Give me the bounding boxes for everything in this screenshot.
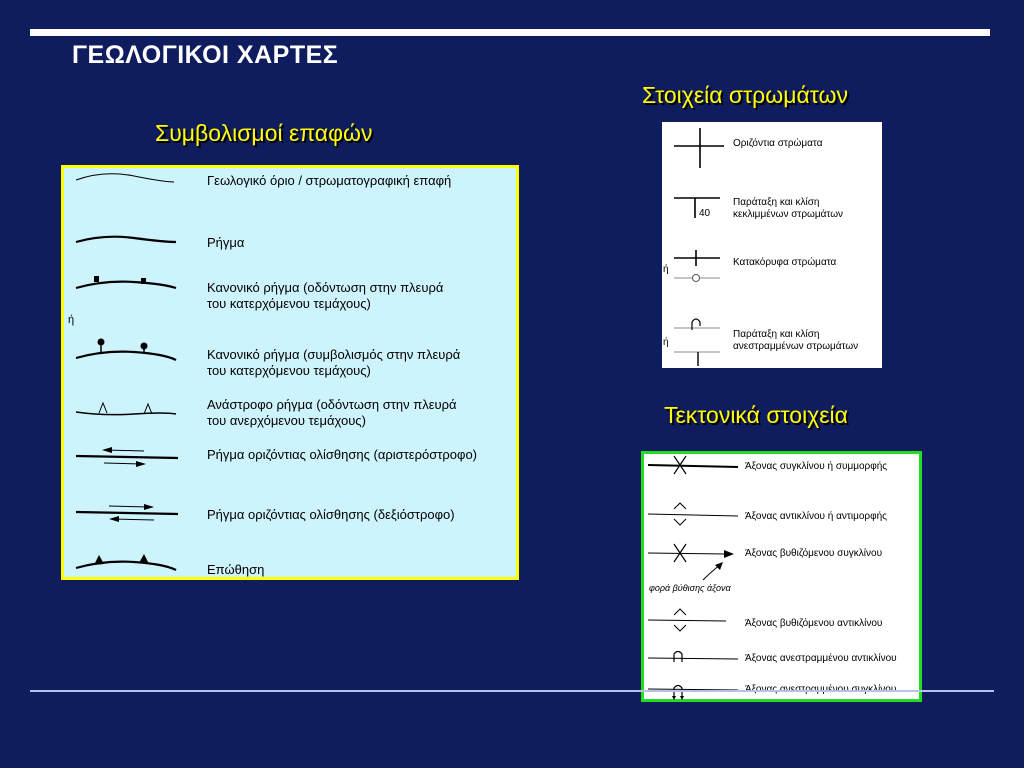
horizontal-strata-icon[interactable] — [670, 126, 730, 170]
contacts-label-3: Κανονικό ρήγμα (οδόντωση στην πλευρά του κατερχόμενου τεμάχους) — [207, 280, 444, 311]
sinistral-strike-slip-icon[interactable] — [74, 444, 179, 468]
reverse-fault-icon[interactable] — [74, 396, 179, 420]
page-title: ΓΕΩΛΟΓΙΚΟΙ ΧΑΡΤΕΣ — [72, 41, 339, 69]
overturned-strata-icon[interactable] — [670, 314, 730, 368]
contacts-heading: Συμβολισμοί επαφών — [155, 120, 373, 146]
top-divider — [30, 29, 990, 36]
contacts-label-7: Ρήγμα οριζόντιας ολίσθησης (δεξιόστροφο) — [207, 507, 455, 522]
contacts-label-5: Ανάστροφο ρήγμα (οδόντωση στην πλευρά του ανερχόμενου τεμάχους) — [207, 397, 457, 428]
tectonic-label-2: Άξονας αντικλίνου ή αντιμορφής — [745, 511, 887, 522]
strata-heading: Στοιχεία στρωμάτων — [642, 82, 848, 108]
tectonic-label-3: Άξονας βυθιζόμενου συγκλίνου — [745, 548, 883, 559]
strata-legend-panel — [662, 122, 882, 368]
contacts-label-2: Ρήγμα — [207, 235, 245, 250]
strata-label-3: Κατακόρυφα στρώματα — [733, 257, 837, 268]
strata-label-2: Παράταξη και κλίση κεκλιμμένων στρωμάτων — [733, 197, 844, 220]
tectonic-heading: Τεκτονικά στοιχεία — [664, 402, 848, 428]
strata-label-4: Παράταξη και κλίση ανεστραμμένων στρωμάτων — [733, 329, 859, 352]
strata-or-mark-2: ή — [663, 337, 669, 348]
plunge-direction-note: φορά βύθισης άξονα — [649, 583, 731, 593]
contacts-label-8: Επώθηση — [207, 562, 265, 577]
contacts-label-4: Κανονικό ρήγμα (συμβολισμός στην πλευρά του κατερχόμενου τεμάχους) — [207, 347, 461, 378]
strata-label-1: Οριζόντια στρώματα — [733, 138, 823, 149]
thrust-icon[interactable] — [74, 550, 179, 576]
contacts-label-1: Γεωλογικό όριο / στρωματογραφική επαφή — [207, 173, 452, 188]
anticline-axis-icon[interactable] — [646, 502, 741, 526]
tectonic-legend-panel — [641, 451, 922, 702]
contacts-or-mark: ή — [68, 314, 75, 326]
syncline-axis-icon[interactable] — [646, 454, 741, 476]
fault-icon[interactable] — [74, 230, 179, 250]
tectonic-label-1: Άξονας συγκλίνου ή συμμορφής — [745, 461, 888, 472]
normal-fault-teeth-icon[interactable] — [74, 270, 179, 294]
contacts-legend-panel — [61, 165, 519, 580]
dextral-strike-slip-icon[interactable] — [74, 498, 179, 526]
plunging-anticline-icon[interactable] — [646, 608, 741, 632]
contacts-label-6: Ρήγμα οριζόντιας ολίσθησης (αριστερόστροφο) — [207, 447, 478, 462]
bottom-divider — [30, 690, 994, 692]
tectonic-label-4: Άξονας βυθιζόμενου αντικλίνου — [745, 618, 883, 629]
vertical-strata-icon[interactable] — [670, 248, 730, 288]
strata-or-mark-1: ή — [663, 264, 669, 275]
overturned-anticline-icon[interactable] — [646, 648, 741, 666]
tectonic-label-5: Άξονας ανεστραμμένου αντικλίνου — [745, 653, 897, 664]
plunge-direction-arrow-icon — [699, 560, 729, 582]
normal-fault-ball-icon[interactable] — [74, 336, 179, 366]
dip-value: 40 — [699, 208, 711, 219]
geologic-contact-icon[interactable] — [74, 170, 179, 190]
